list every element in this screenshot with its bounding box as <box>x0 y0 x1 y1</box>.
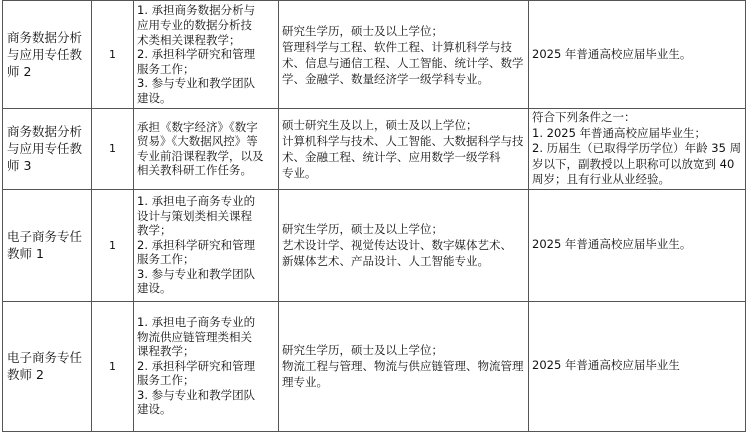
other-conditions-line: 符合下列条件之一： <box>532 110 636 124</box>
duties-line: 2. 承担科学研究和管理 <box>137 237 256 252</box>
other-conditions-line: 2025 年普通高校应届毕业生。 <box>532 46 692 61</box>
position-title-cell <box>3 109 92 190</box>
table-body <box>3 1 746 432</box>
job-requirements-table <box>2 0 746 432</box>
requirements-cell <box>279 301 529 431</box>
table-row <box>3 189 746 301</box>
other-conditions-line: 2025 年普通高校应届毕业生 <box>532 358 680 373</box>
duties-line: 贸易》《大数据风控》等 <box>137 134 258 149</box>
position-title-line: 师 3 <box>7 158 32 174</box>
duties-line: 应用专业的数据分析技 <box>137 18 252 33</box>
duties-line: 服务工作； <box>137 252 195 267</box>
other-conditions-line: 岁以下，副教授以上职称可以放宽到 40 <box>532 156 735 171</box>
other-conditions-line: 2. 历届生（已取得学历学位）年龄 35 周 <box>532 141 742 155</box>
duties-line: 承担《数字经济》《数字 <box>137 119 258 134</box>
requirements-cell <box>279 109 529 190</box>
table-row <box>3 109 746 190</box>
duties-line: 教学； <box>137 223 172 238</box>
duties-line: 2. 承担科学研究和管理 <box>137 47 256 62</box>
duties-line: 1. 承担电子商务专业的 <box>137 314 256 329</box>
requirements-line: 研究生学历，硕士及以上学位； <box>282 222 443 236</box>
position-title-line: 教师 1 <box>7 246 44 261</box>
duties-line: 3. 参与专业和教学团队 <box>137 387 256 402</box>
position-title-line: 电子商务专任 <box>7 350 83 365</box>
headcount-cell: 1 <box>92 109 134 190</box>
duties-line: 1. 承担电子商务专业的 <box>137 193 256 208</box>
duties-cell <box>134 189 279 301</box>
duties-cell <box>134 109 279 190</box>
requirements-line: 研究生学历，硕士及以上学位； <box>282 23 443 38</box>
requirements-line: 学、金融学、数量经济学一级学科专业。 <box>282 71 489 86</box>
other-conditions-line: 周岁；且有行业从业经验。 <box>532 172 670 186</box>
duties-line: 3. 参与专业和教学团队 <box>137 76 256 91</box>
table-row <box>3 301 746 431</box>
duties-line: 相关教科研工作任务。 <box>137 163 252 178</box>
position-title-cell <box>3 301 92 431</box>
duties-line: 术类相关课程教学； <box>137 32 241 47</box>
duties-line: 专业前沿课程教学，以及 <box>137 148 264 163</box>
duties-line: 建设。 <box>137 281 172 296</box>
other-conditions-cell <box>529 301 746 431</box>
duties-cell <box>134 1 279 109</box>
requirements-cell <box>279 1 529 109</box>
position-title-line: 师 2 <box>7 64 32 79</box>
other-conditions-cell <box>529 1 746 109</box>
requirements-line: 专业。 <box>282 165 317 180</box>
headcount-cell: 1 <box>92 1 134 109</box>
requirements-line: 理专业。 <box>282 375 328 389</box>
other-conditions-cell <box>529 189 746 301</box>
other-conditions-line: 1. 2025 年普通高校应届毕业生； <box>532 125 707 140</box>
position-title-line: 与应用专任教 <box>7 141 83 157</box>
position-title-cell <box>3 189 92 301</box>
requirements-line: 术、金融工程、统计学、应用数学一级学科 <box>282 149 501 164</box>
position-title-line: 与应用专任教 <box>7 47 83 62</box>
duties-line: 1. 承担商务数据分析与 <box>137 3 256 18</box>
requirements-line: 术、信息与通信工程、人工智能、统计学、数学 <box>282 55 524 70</box>
requirements-line: 研究生学历，硕士及以上学位； <box>282 343 443 357</box>
headcount-cell: 1 <box>92 301 134 431</box>
duties-line: 建设。 <box>137 90 172 105</box>
position-title-cell <box>3 1 92 109</box>
duties-line: 服务工作； <box>137 373 195 388</box>
duties-cell <box>134 301 279 431</box>
requirements-line: 新媒体艺术、产品设计、人工智能专业。 <box>282 254 489 268</box>
requirements-line: 物流工程与管理、物流与供应链管理、物流管理 <box>282 359 524 373</box>
table-row <box>3 1 746 109</box>
duties-line: 物流供应链管理类相关 <box>137 329 252 344</box>
headcount-cell: 1 <box>92 189 134 301</box>
duties-line: 3. 参与专业和教学团队 <box>137 266 256 281</box>
duties-line: 课程教学； <box>137 344 195 359</box>
other-conditions-line: 2025 年普通高校应届毕业生。 <box>532 237 692 252</box>
requirements-line: 硕士研究生及以上，硕士及以上学位； <box>282 117 478 132</box>
duties-line: 2. 承担科学研究和管理 <box>137 358 256 373</box>
requirements-line: 管理科学与工程、软件工程、计算机科学与技 <box>282 39 512 54</box>
requirements-cell <box>279 189 529 301</box>
duties-line: 设计与策划类相关课程 <box>137 208 252 223</box>
position-title-line: 商务数据分析 <box>7 124 83 140</box>
duties-line: 服务工作； <box>137 61 195 76</box>
requirements-line: 艺术设计学、视觉传达设计、数字媒体艺术、 <box>282 238 512 252</box>
position-title-line: 商务数据分析 <box>7 30 83 45</box>
other-conditions-cell <box>529 109 746 190</box>
position-title-line: 电子商务专任 <box>7 229 83 244</box>
position-title-line: 教师 2 <box>7 367 44 382</box>
duties-line: 建设。 <box>137 402 172 417</box>
requirements-line: 计算机科学与技术、人工智能、大数据科学与技 <box>282 133 524 148</box>
